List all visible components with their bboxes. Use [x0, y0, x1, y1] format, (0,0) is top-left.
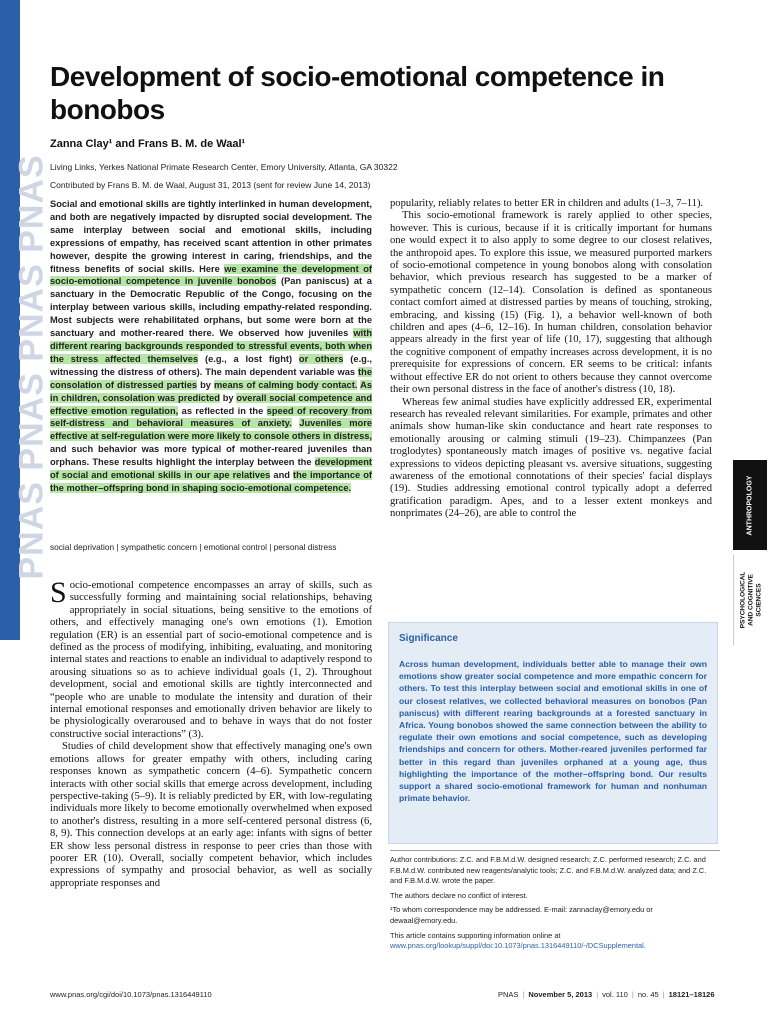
author-contributions: Author contributions: Z.C. and F.B.M.d.W. designed research; Z.C. performed research; Z.C. and F.B.M.d.W. contributed new reagents/analytic tools; Z.C. and F.B.M.d.W. analyzed data; and Z.C. and F.B.M.d.W. wrote the paper. — [390, 855, 707, 886]
supp-suffix: . — [643, 941, 646, 951]
right-paragraph: Whereas few animal studies have explicitly addressed ER, experimental research has revealed relevant similarities. For example, primates and other animals show human-like skin conductance and heart rate responses to emotionally arousing or calming stimuli (19–23). Chimpanzees (Pan troglodytes) spontaneously match images of positive vs. negative facial expressions to videos depicting pleasant vs. aversive situations, suggesting awareness of the emotional connotations of their species' facial displays (19). Studies addressing emotional control typically adopt a deferred gratification paradigm. Apes, and to a lesser extent monkeys and nonprimates (24–26), are able to control the — [390, 396, 712, 520]
authors: Zanna Clay¹ and Frans B. M. de Waal¹ — [50, 138, 246, 150]
abstract-text: by — [219, 392, 237, 403]
abstract-highlight: speed of recovery from self-distress and behavioral measures of anxiety. — [50, 405, 373, 429]
abstract-highlight: Juveniles more — [299, 418, 373, 429]
abstract-highlight: overall social competence and effective emotion regulation, — [50, 392, 373, 416]
footer-pages: 18121–18126 — [668, 990, 715, 999]
abstract-text: (Pan paniscus) at a sanctuary in the Democratic Republic of the Congo, focusing on the interplay between various skills, including empathy-related responding. Most subjects were rehabilitated orphans, but some were born at the sanctuary and mother-reared there. We observed how juveniles — [50, 276, 372, 339]
footer-sep: | — [522, 990, 525, 999]
abstract-highlight: development of social and emotional skills in our ape relatives — [50, 457, 372, 481]
footer-issue: no. 45 — [637, 990, 659, 999]
abstract-highlight: As in children, consolation was predicted — [50, 379, 372, 403]
footer-sep: | — [596, 990, 599, 999]
footer-journal: PNAS — [498, 990, 519, 999]
significance-text: Across human development, individuals better able to manage their own emotions show greater social competence and more empathic concern for others. To test this interplay between social and emotional skills in one of our closest relatives, we collected behavioral measures on bonobos (Pan paniscus) with different rearing backgrounds at a forested sanctuary in Africa. Young bonobos showed the same connection between the ability to regulate their own emotions and social competence, such as developing friendships and concern for others. Mother-reared juveniles performed far better in this regard than juveniles orphaned at a young age, thus highlighting the importance of the mother–offspring bond. Our results support a shared socio-emotional framework for human and nonhuman primate behavior. — [399, 659, 707, 804]
abstract-text: (e.g., a lost fight) — [198, 353, 299, 364]
right-column — [390, 198, 712, 521]
pnas-watermark: PNAS PNAS PNAS PNAS — [12, 154, 51, 580]
supp-link[interactable]: www.pnas.org/lookup/suppl/doi:10.1073/pnas.1316449110/-/DCSupplemental — [390, 941, 644, 951]
footer-date: November 5, 2013 — [528, 990, 593, 999]
section-tab-label: ANTHROPOLOGY — [746, 475, 754, 535]
footer-doi[interactable]: www.pnas.org/cgi/doi/10.1073/pnas.1316449110 — [50, 990, 212, 999]
significance-heading: Significance — [399, 633, 458, 644]
footer-sep: | — [662, 990, 665, 999]
drop-cap: S — [50, 576, 67, 609]
section-tab-psych — [733, 555, 768, 645]
correspondence-note: ¹To whom correspondence may be addressed. E-mail: zannaclay@emory.edu or dewaal@emory.edu. — [390, 905, 653, 925]
intro-paragraph: Studies of child development show that effectively managing one's own emotions allows for greater empathy with others, including caring responses known as sympathetic concern (4–6). Sympathetic concern interacts with other social skills that emerge across development, including perspective-taking (5–9). It is reliably predicted by ER, with low-regulating individuals more likely to become emotionally overwhelmed when exposed to another's distress, resulting in a more self-centered personal distress (6, 8, 9). This connection develops at an early age: infants with signs of better ER show less personal distress in response to peer cries than those with poorer ER (10). Overall, socially competent behavior, which includes expressions of sympathy and prosocial behavior, as well as socially appropriate responses and — [50, 741, 372, 889]
abstract-highlight: we examine the development of socio-emotional competence in juvenile bonobos — [50, 263, 372, 287]
intro-p1-text: ocio-emotional competence encompasses an array of skills, such as successfully forming and maintaining social relationships, behaving appropriately in social situations, being sensitive to the emotions of others, and effectively managing one's own emotions (1). Emotion regulation (ER) is an essential part of socio-emotional competence and is defined as the process of modifying, inhibiting, evaluating, and monitoring internal states and reactions to enable an individual to adaptively respond to arousing situations so as to achieve individual goals (1, 2). Throughout development, social and emotional skills are tightly interconnected and “people who are unable to modulate the intensity and duration of their internal emotional responses and emotionally driven behavior are likely to be physiologically overaroused and to behave in ways that do not foster constructive social interactions” (3). — [50, 580, 372, 740]
footer-volume: vol. 110 — [602, 990, 628, 999]
abstract-highlight: effective at self-regulation were more likely to console others in distress, — [50, 431, 372, 442]
right-paragraph: This socio-emotional framework is rarely applied to other species, however. This is curious, because if it is critically important for humans one would expect it to also apply to some degree to our closest relatives, the anthropoid apes. To explore this issue, we measured purported markers of socio-emotional competence in young bonobos along with consolation behavior, which previous research has suggested to be a marker of sympathetic concern (12–14). Consolation is defined as spontaneous contact comfort aimed at distressed parties by means of touching, stroking, embracing, and kissing (15) (Fig. 1), a behavior well-known of both children and apes (4–6, 12–16). In human children, consolation behavior appears already in the first year of life (10, 17), suggesting that although the cognitive component of empathy increases across development, it is no prerequisite for expressions of concern. ER seems to be critical: infants without effective ER do not orient to others because they cannot overcome their own personal distress in the face of another's distress (10, 18). — [390, 210, 712, 396]
supporting-info — [390, 931, 712, 952]
footer-sep: | — [631, 990, 634, 999]
intro-column — [50, 576, 372, 890]
contributed-line: Contributed by Frans B. M. de Waal, August 31, 2013 (sent for review June 14, 2013) — [50, 180, 371, 190]
pnas-side-strip — [0, 0, 51, 640]
abstract — [50, 198, 372, 495]
abstract-highlight: or others — [298, 353, 344, 364]
intro-paragraph — [50, 576, 372, 741]
footer-citation — [498, 990, 715, 999]
section-tab-anthropology — [733, 460, 767, 550]
abstract-text: (e.g., witnessing the distress of others). The main dependent variable was — [50, 353, 372, 377]
abstract-text: Social and emotional skills are tightly interlinked in human development, and both are negatively impacted by disrupted social development. The same interplay between social and emotional skills, including expressions of empathy, has received scant attention in other primates however, despite the growing interest in caring, friendships, and the fitness benefits of social skills. Here — [50, 199, 372, 274]
section-tab-label: PSYCHOLOGICAL AND COGNITIVE SCIENCES — [739, 571, 762, 629]
abstract-text: as reflected in the — [178, 405, 267, 416]
supp-prefix: This article contains supporting information online at — [390, 930, 561, 940]
abstract-text: by — [197, 379, 215, 390]
abstract-highlight: the consolation of distressed parties — [50, 366, 372, 390]
footnotes — [390, 855, 712, 956]
abstract-highlight: means of calming body contact. — [214, 379, 358, 390]
abstract-text: and such behavior was more typical of mother-reared juveniles than orphans. These results highlight the interplay between the — [50, 444, 372, 468]
paper-title: Development of socio-emotional competence in bonobos — [50, 61, 665, 125]
right-paragraph: popularity, reliably relates to better ER in children and adults (1–3, 7–11). — [390, 198, 704, 209]
abstract-highlight: the importance of the mother–offspring bond in shaping socio-emotional competence. — [50, 470, 372, 493]
affiliation: Living Links, Yerkes National Primate Research Center, Emory University, Atlanta, GA 30322 — [50, 162, 398, 172]
abstract-highlight: with different rearing backgrounds responded to stressful events, both when the stress affected themselves — [50, 328, 372, 364]
significance-box — [388, 622, 718, 844]
abstract-text: and — [270, 470, 294, 481]
conflict-statement: The authors declare no conflict of interest. — [390, 890, 528, 900]
divider — [390, 850, 720, 851]
keywords: social deprivation | sympathetic concern | emotional control | personal distress — [50, 542, 337, 552]
